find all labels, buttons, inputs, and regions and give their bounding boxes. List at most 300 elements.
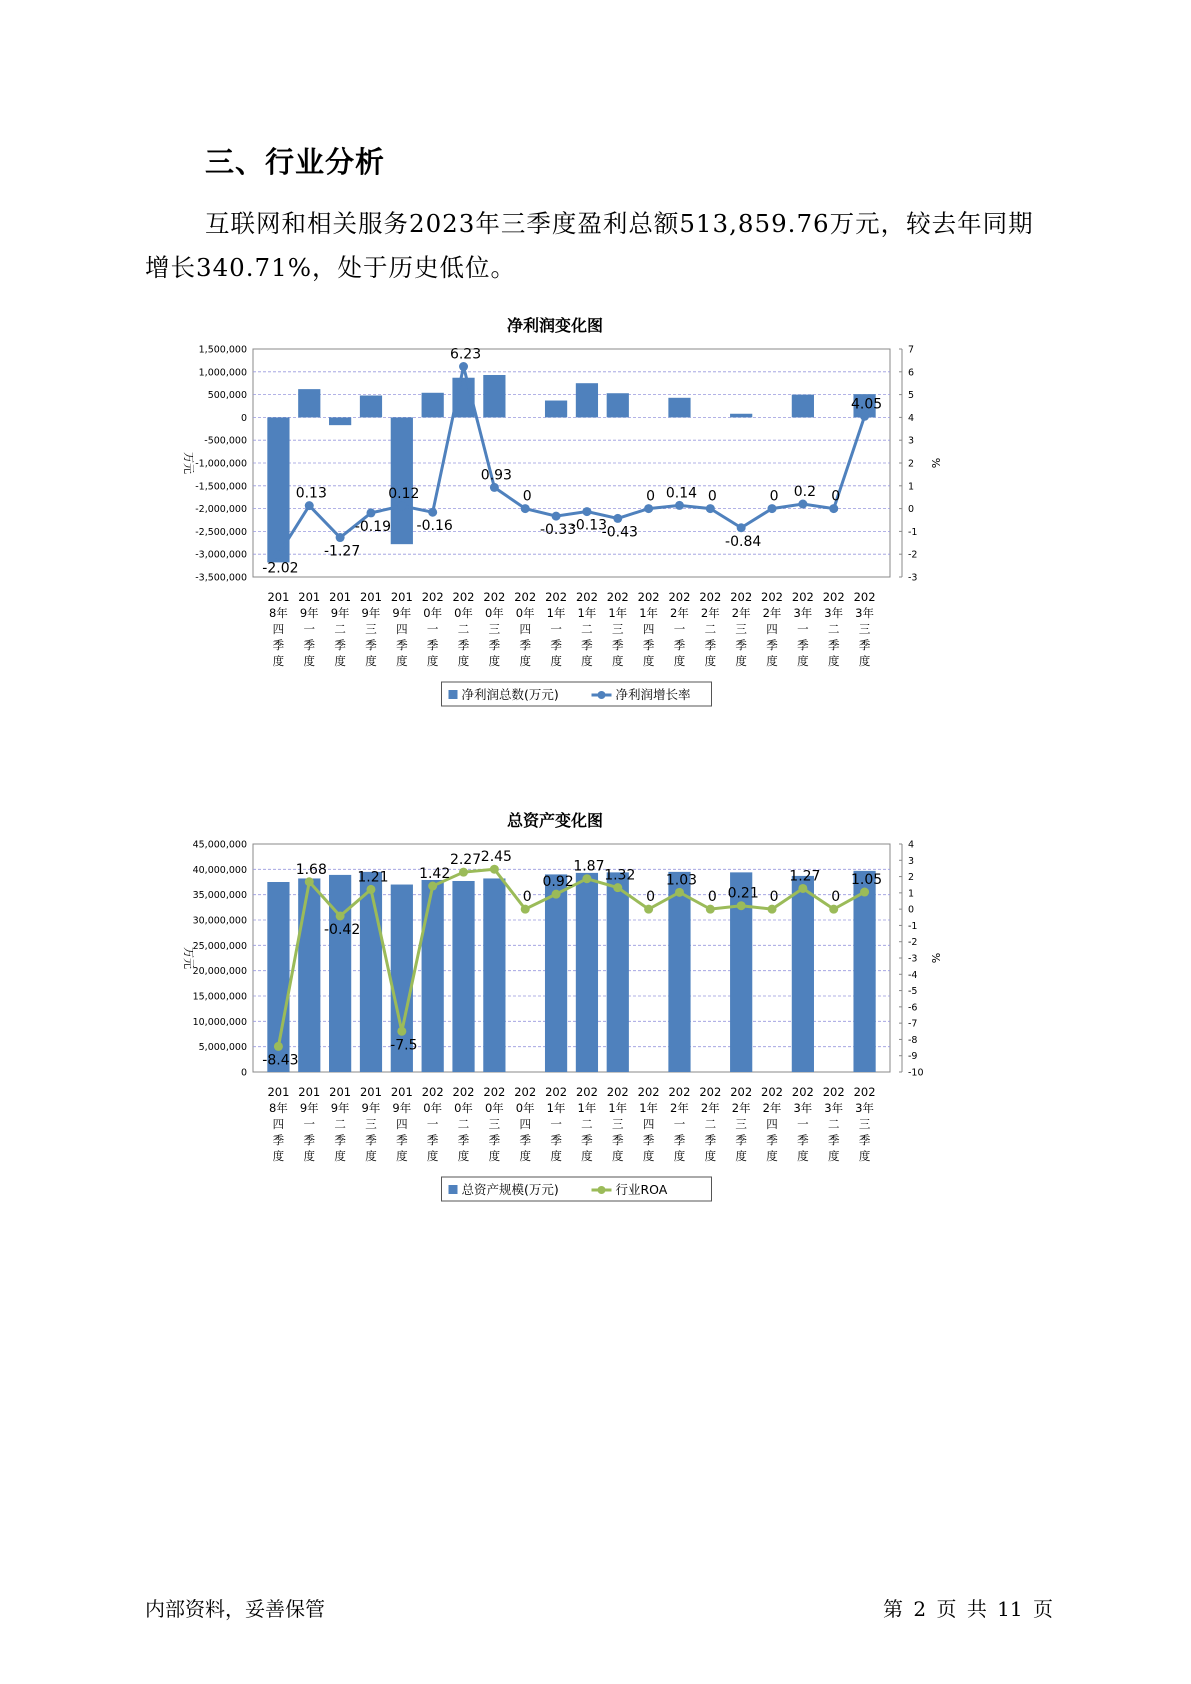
data-label: 6.23 (449, 346, 482, 363)
category-label: 度 (519, 654, 531, 668)
category-label: 度 (673, 1149, 686, 1163)
category-label: 季 (272, 1133, 285, 1147)
category-label: 202 (699, 1085, 722, 1099)
category-label: 二 (827, 1117, 840, 1131)
category-label: 2年 (731, 1101, 751, 1115)
category-label: 度 (365, 1149, 377, 1163)
data-label: 0 (831, 889, 841, 906)
line-point (366, 508, 375, 517)
data-label: 1.05 (850, 872, 883, 889)
left-tick-label: -3,000,000 (195, 549, 247, 561)
total-assets-chart-svg (175, 810, 985, 1270)
category-label: 8年 (269, 606, 288, 620)
category-label: 季 (797, 638, 809, 652)
category-label: 202 (730, 1085, 753, 1099)
category-label: 季 (550, 638, 562, 652)
category-label: 季 (766, 1133, 778, 1147)
left-tick-label: -2,000,000 (195, 504, 247, 516)
bar-mark (298, 389, 320, 417)
right-tick-label: 2 (908, 458, 915, 470)
category-label: 202 (668, 590, 691, 604)
left-tick-label: 5,000,000 (198, 1042, 247, 1054)
legend-bar-swatch (449, 690, 458, 699)
category-label: 季 (488, 638, 501, 652)
category-label: 0年 (454, 606, 473, 620)
left-tick-label: 25,000,000 (192, 940, 247, 952)
legend-bar-label: 总资产规模(万元) (461, 1182, 559, 1197)
bar-mark (422, 880, 444, 1072)
left-tick-label: -500,000 (204, 435, 247, 447)
right-tick-label: 4 (908, 839, 915, 851)
category-label: 201 (390, 1085, 413, 1099)
data-label: -2.02 (262, 560, 299, 577)
left-tick-label: 30,000,000 (192, 915, 247, 927)
category-label: 1年 (608, 1101, 628, 1115)
data-label: -0.13 (570, 517, 608, 534)
left-tick-label: 10,000,000 (192, 1016, 247, 1028)
category-label: 3年 (855, 1101, 874, 1115)
right-tick-label: -3 (908, 572, 918, 584)
category-label: 9年 (361, 606, 381, 620)
left-tick-label: 40,000,000 (192, 864, 247, 876)
category-label: 四 (519, 1117, 531, 1131)
data-label: -7.5 (390, 1037, 418, 1054)
line-point (860, 888, 869, 897)
category-label: 三 (735, 1117, 747, 1131)
category-label: 度 (426, 654, 439, 668)
legend-line-label: 净利润增长率 (615, 687, 691, 702)
category-label: 1年 (608, 606, 628, 620)
category-label: 二 (334, 1117, 346, 1131)
data-label: 1.87 (573, 858, 605, 875)
category-label: 9年 (392, 1101, 412, 1115)
category-label: 季 (334, 1133, 346, 1147)
bar-mark (329, 417, 351, 425)
line-point (490, 483, 499, 492)
line-point (737, 523, 746, 532)
bar-mark (607, 872, 629, 1072)
category-label: 三 (488, 622, 501, 636)
category-label: 度 (488, 654, 501, 668)
bar-mark (576, 873, 598, 1072)
line-point (397, 1027, 406, 1036)
category-label: 度 (550, 654, 562, 668)
line-point (274, 550, 283, 559)
category-label: 0年 (454, 1101, 473, 1115)
category-label: 202 (668, 1085, 691, 1099)
category-label: 度 (858, 1149, 871, 1163)
category-label: 度 (858, 654, 871, 668)
category-label: 季 (457, 1133, 470, 1147)
category-label: 二 (704, 622, 717, 636)
category-label: 三 (365, 1117, 377, 1131)
line-point (644, 504, 653, 513)
category-label: 9年 (299, 1101, 319, 1115)
category-label: 度 (334, 654, 346, 668)
right-tick-label: 1 (908, 481, 915, 493)
line-point (675, 501, 684, 510)
line-point (737, 901, 746, 910)
category-label: 度 (272, 654, 285, 668)
category-label: 202 (575, 590, 598, 604)
category-label: 二 (581, 1117, 593, 1131)
bar-mark (668, 872, 690, 1072)
category-label: 0年 (515, 606, 535, 620)
category-label: 2年 (670, 1101, 689, 1115)
category-label: 201 (359, 590, 382, 604)
line-point (490, 865, 499, 874)
data-label: 0 (707, 488, 717, 505)
category-label: 季 (581, 1133, 593, 1147)
category-label: 度 (488, 1149, 501, 1163)
bar-mark (853, 871, 875, 1072)
bar-mark (360, 396, 382, 418)
line-point (860, 412, 869, 421)
right-tick-label: 4 (908, 412, 915, 424)
category-label: 202 (483, 1085, 506, 1099)
category-label: 3年 (793, 606, 813, 620)
category-label: 四 (272, 1117, 285, 1131)
bar-mark (545, 874, 567, 1072)
bar-mark (483, 878, 505, 1072)
line-point (552, 890, 561, 899)
category-label: 度 (735, 1149, 747, 1163)
category-label: 度 (581, 1149, 593, 1163)
data-label: 0 (522, 488, 532, 505)
right-tick-label: 6 (908, 367, 915, 379)
left-tick-label: 0 (240, 412, 247, 424)
category-label: 季 (797, 1133, 809, 1147)
category-label: 一 (426, 1117, 439, 1131)
category-label: 二 (457, 1117, 470, 1131)
category-label: 202 (791, 1085, 814, 1099)
category-label: 202 (606, 1085, 629, 1099)
line-point (613, 514, 622, 523)
category-label: 度 (396, 654, 408, 668)
line-point (521, 504, 530, 513)
category-label: 2年 (762, 1101, 782, 1115)
net-profit-chart-svg (175, 315, 985, 775)
category-label: 0年 (423, 606, 443, 620)
category-label: 季 (858, 1133, 871, 1147)
chart-title: 净利润变化图 (506, 316, 604, 335)
category-label: 季 (735, 638, 747, 652)
bar-mark (730, 414, 752, 418)
chart-title: 总资产变化图 (506, 811, 604, 830)
data-label: -0.16 (416, 518, 453, 535)
category-label: 度 (735, 654, 747, 668)
category-label: 季 (581, 638, 593, 652)
category-label: 一 (426, 622, 439, 636)
category-label: 三 (365, 622, 377, 636)
category-label: 度 (457, 1149, 470, 1163)
category-label: 三 (488, 1117, 501, 1131)
category-label: 季 (334, 638, 346, 652)
right-tick-label: 2 (908, 872, 915, 884)
category-label: 度 (827, 654, 840, 668)
data-label: 0 (831, 488, 841, 505)
category-label: 202 (637, 1085, 660, 1099)
category-label: 201 (298, 590, 321, 604)
category-label: 度 (642, 654, 655, 668)
category-label: 202 (514, 1085, 537, 1099)
left-tick-label: 20,000,000 (192, 966, 247, 978)
category-label: 一 (550, 622, 562, 636)
right-tick-label: 1 (908, 888, 915, 900)
category-label: 一 (673, 622, 686, 636)
category-label: 二 (827, 622, 840, 636)
right-tick-label: -4 (908, 969, 918, 981)
category-label: 一 (673, 1117, 686, 1131)
right-tick-label: 7 (908, 344, 915, 356)
data-label: 1.03 (665, 872, 698, 889)
category-label: 二 (457, 622, 470, 636)
category-label: 202 (637, 590, 660, 604)
right-tick-label: -5 (908, 986, 918, 998)
category-label: 201 (329, 1085, 352, 1099)
category-label: 度 (797, 1149, 809, 1163)
category-label: 202 (699, 590, 722, 604)
category-label: 1年 (546, 606, 566, 620)
bar-mark (298, 878, 320, 1072)
category-label: 202 (822, 1085, 845, 1099)
category-label: 四 (396, 622, 408, 636)
category-label: 一 (303, 1117, 316, 1131)
category-label: 2年 (762, 606, 782, 620)
line-point (798, 500, 807, 509)
line-point (675, 888, 684, 897)
category-label: 202 (514, 590, 537, 604)
legend-line-marker (598, 691, 606, 699)
legend-bar-swatch (449, 1185, 458, 1194)
data-label: -1.27 (324, 543, 361, 560)
category-label: 201 (298, 1085, 321, 1099)
line-point (768, 504, 777, 513)
category-label: 0年 (484, 606, 504, 620)
data-label: 0 (646, 488, 656, 505)
category-label: 202 (853, 590, 876, 604)
category-label: 0年 (515, 1101, 535, 1115)
category-label: 三 (612, 622, 624, 636)
bar-mark (329, 875, 351, 1072)
data-label: -0.42 (324, 921, 361, 938)
line-point (829, 905, 838, 914)
category-label: 201 (359, 1085, 382, 1099)
right-tick-label: -2 (908, 937, 918, 949)
category-label: 季 (735, 1133, 747, 1147)
category-label: 202 (791, 590, 814, 604)
line-point (428, 882, 437, 891)
bar-mark (360, 872, 382, 1072)
category-label: 度 (797, 654, 809, 668)
bar-mark (576, 383, 598, 417)
category-label: 1年 (546, 1101, 566, 1115)
category-label: 四 (642, 622, 655, 636)
data-label: 0 (522, 889, 532, 906)
data-label: 1.21 (357, 869, 389, 886)
category-label: 度 (303, 654, 316, 668)
right-tick-label: 3 (908, 855, 915, 867)
category-label: 度 (365, 654, 377, 668)
data-label: -0.19 (354, 518, 392, 535)
data-label: 0.12 (388, 485, 420, 502)
category-label: 202 (575, 1085, 598, 1099)
legend-line-label: 行业ROA (615, 1182, 668, 1197)
left-axis-unit: 万元 (182, 947, 195, 969)
category-label: 二 (334, 622, 346, 636)
category-label: 度 (704, 654, 717, 668)
category-label: 度 (519, 1149, 531, 1163)
category-label: 度 (766, 654, 778, 668)
line-point (305, 877, 314, 886)
right-tick-label: -1 (908, 526, 918, 538)
category-label: 季 (550, 1133, 562, 1147)
category-label: 度 (704, 1149, 717, 1163)
category-label: 201 (390, 590, 413, 604)
category-label: 一 (303, 622, 316, 636)
left-tick-label: -1,000,000 (195, 458, 247, 470)
category-label: 季 (426, 638, 439, 652)
bar-mark (792, 395, 814, 418)
category-label: 季 (612, 638, 624, 652)
category-label: 四 (766, 1117, 778, 1131)
line-point (336, 911, 345, 920)
category-label: 9年 (299, 606, 319, 620)
category-label: 季 (488, 1133, 501, 1147)
category-label: 202 (483, 590, 506, 604)
category-label: 9年 (330, 606, 350, 620)
left-tick-label: 15,000,000 (192, 991, 247, 1003)
left-tick-label: 1,000,000 (198, 367, 247, 379)
data-label: 0 (707, 889, 717, 906)
category-label: 度 (303, 1149, 316, 1163)
data-label: 1.68 (295, 861, 327, 878)
line-point (336, 533, 345, 542)
data-label: 1.42 (419, 866, 451, 883)
category-label: 201 (267, 1085, 290, 1099)
category-label: 季 (396, 638, 408, 652)
category-label: 季 (612, 1133, 624, 1147)
line-point (552, 512, 561, 521)
right-tick-label: 5 (908, 390, 915, 402)
data-label: 4.05 (850, 396, 883, 413)
category-label: 季 (704, 1133, 717, 1147)
category-label: 度 (550, 1149, 562, 1163)
category-label: 202 (761, 1085, 784, 1099)
right-tick-label: 0 (908, 904, 915, 916)
data-label: 0.92 (542, 874, 574, 891)
legend-line-marker (598, 1186, 606, 1194)
data-label: 2.45 (480, 849, 512, 866)
right-tick-label: 3 (908, 435, 915, 447)
left-tick-label: 0 (240, 1067, 247, 1079)
data-label: -0.43 (601, 524, 638, 541)
category-label: 度 (642, 1149, 655, 1163)
category-label: 季 (642, 638, 655, 652)
data-label: 0 (769, 889, 779, 906)
category-label: 2年 (700, 1101, 720, 1115)
category-label: 季 (766, 638, 778, 652)
left-axis-unit: 万元 (182, 452, 195, 474)
bar-mark (483, 375, 505, 417)
right-tick-label: -3 (908, 953, 918, 965)
category-label: 1年 (577, 1101, 597, 1115)
category-label: 四 (396, 1117, 408, 1131)
line-point (798, 884, 807, 893)
right-tick-label: -1 (908, 920, 918, 932)
category-label: 202 (853, 1085, 876, 1099)
line-point (397, 501, 406, 510)
category-label: 202 (545, 1085, 568, 1099)
category-label: 201 (267, 590, 290, 604)
left-tick-label: 45,000,000 (192, 839, 247, 851)
line-point (459, 868, 468, 877)
line-point (459, 362, 468, 371)
line-point (706, 905, 715, 914)
left-tick-label: -1,500,000 (195, 481, 247, 493)
category-label: 202 (761, 590, 784, 604)
summary-paragraph: 互联网和相关服务2023年三季度盈利总额513,859.76万元，较去年同期增长340.71%，处于历史低位。 (145, 209, 1034, 282)
right-axis-unit: % (929, 952, 942, 964)
category-label: 季 (827, 1133, 840, 1147)
category-label: 3年 (793, 1101, 813, 1115)
category-label: 三 (858, 1117, 871, 1131)
right-tick-label: -2 (908, 549, 918, 561)
section-heading: 三、行业分析 (205, 145, 386, 179)
line-point (521, 905, 530, 914)
category-label: 2年 (700, 606, 720, 620)
category-label: 202 (421, 1085, 444, 1099)
left-tick-label: 35,000,000 (192, 890, 247, 902)
category-label: 二 (581, 622, 593, 636)
category-label: 202 (452, 590, 475, 604)
category-label: 0年 (484, 1101, 504, 1115)
category-label: 季 (303, 638, 316, 652)
bar-mark (452, 881, 474, 1072)
bar-mark (391, 417, 413, 544)
category-label: 季 (426, 1133, 439, 1147)
category-label: 季 (303, 1133, 316, 1147)
category-label: 三 (612, 1117, 624, 1131)
bar-mark (607, 393, 629, 417)
category-label: 季 (858, 638, 871, 652)
category-label: 1年 (639, 1101, 659, 1115)
category-label: 二 (704, 1117, 717, 1131)
line-point (706, 504, 715, 513)
category-label: 三 (735, 622, 747, 636)
category-label: 度 (396, 1149, 408, 1163)
category-label: 202 (421, 590, 444, 604)
category-label: 季 (365, 638, 377, 652)
line-point (644, 905, 653, 914)
line-point (582, 507, 591, 516)
line-point (366, 885, 375, 894)
net-profit-chart (175, 315, 985, 775)
category-label: 9年 (392, 606, 412, 620)
category-label: 四 (642, 1117, 655, 1131)
line-point (428, 508, 437, 517)
bar-mark (792, 876, 814, 1072)
data-label: 2.27 (449, 852, 482, 869)
category-label: 三 (858, 622, 871, 636)
line-point (274, 1042, 283, 1051)
right-tick-label: -9 (908, 1051, 918, 1063)
category-label: 度 (426, 1149, 439, 1163)
category-label: 季 (642, 1133, 655, 1147)
right-axis-unit: % (929, 457, 942, 469)
category-label: 季 (827, 638, 840, 652)
data-label: 1.32 (604, 867, 636, 884)
